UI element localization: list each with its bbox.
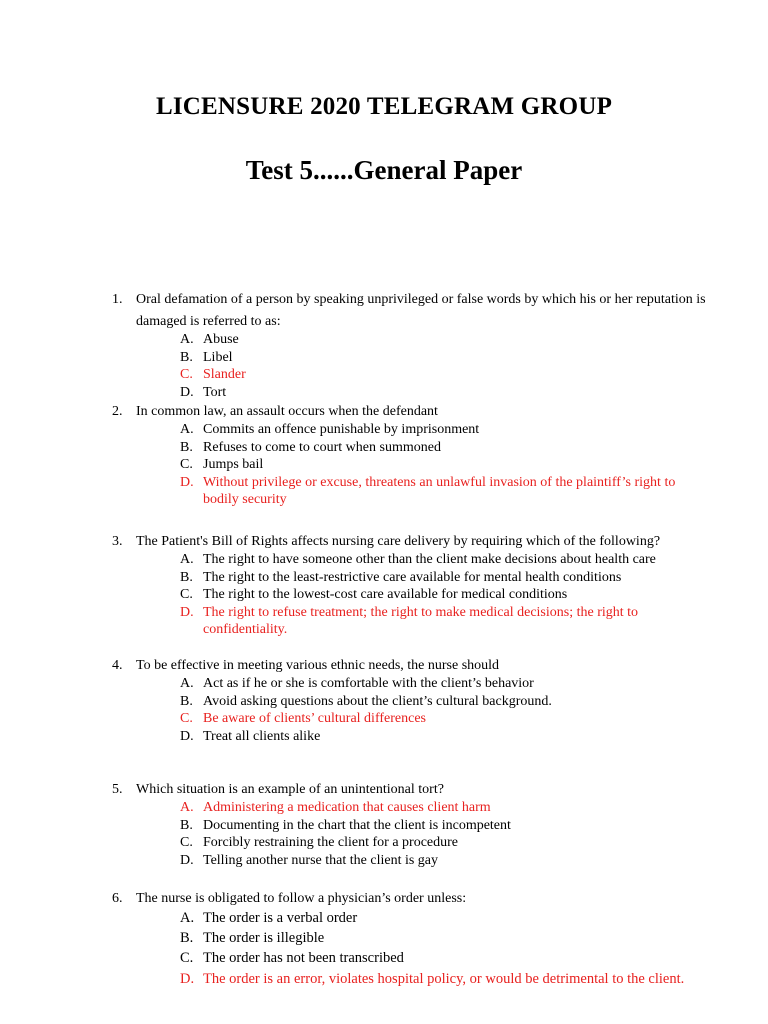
option-letter: C. bbox=[180, 457, 193, 473]
option-d-correct-answer bbox=[180, 969, 716, 989]
option-letter: B. bbox=[180, 693, 193, 709]
question-text: The nurse is obligated to follow a physician’s order unless: bbox=[136, 891, 467, 906]
option-text: Libel bbox=[203, 349, 233, 365]
option-text: The right to refuse treatment; the right to make medical decisions; the right to confidentiality. bbox=[203, 604, 639, 638]
option-text: Without privilege or excuse, threatens an unlawful invasion of the plaintiff’s right to bodily security bbox=[203, 474, 676, 508]
question-text: The Patient's Bill of Rights affects nursing care delivery by requiring which of the following? bbox=[136, 534, 661, 549]
option-a bbox=[180, 551, 716, 569]
option-a bbox=[180, 421, 716, 439]
option-letter: C. bbox=[180, 367, 193, 383]
question-number: 2. bbox=[112, 404, 123, 419]
option-a bbox=[180, 908, 716, 928]
option-letter: D. bbox=[180, 384, 194, 400]
option-letter: D. bbox=[180, 728, 194, 744]
option-b bbox=[180, 928, 716, 948]
option-letter: C. bbox=[180, 950, 194, 967]
option-b bbox=[180, 349, 716, 367]
option-letter: A. bbox=[180, 422, 194, 437]
option-letter: D. bbox=[180, 474, 194, 490]
option-b bbox=[180, 439, 716, 457]
option-text: Documenting in the chart that the client is incompetent bbox=[203, 817, 511, 833]
question-text: To be effective in meeting various ethnic needs, the nurse should bbox=[136, 658, 500, 673]
option-letter: B. bbox=[180, 930, 194, 947]
option-letter: B. bbox=[180, 817, 193, 833]
question-number: 4. bbox=[112, 658, 123, 673]
option-text: Commits an offence punishable by imprisonment bbox=[203, 422, 480, 437]
option-text: Act as if he or she is comfortable with the client’s behavior bbox=[203, 676, 534, 691]
question-4 bbox=[112, 655, 716, 745]
option-text: Jumps bail bbox=[203, 457, 264, 473]
option-letter: B. bbox=[180, 569, 193, 585]
question-1 bbox=[112, 289, 716, 401]
option-list bbox=[180, 331, 716, 401]
option-list bbox=[180, 675, 716, 745]
option-text: The right to have someone other than the client make decisions about health care bbox=[203, 552, 656, 567]
question-2 bbox=[112, 401, 716, 509]
option-a bbox=[180, 331, 716, 349]
option-letter: A. bbox=[180, 676, 194, 691]
option-c bbox=[180, 834, 716, 852]
option-text: Tort bbox=[203, 384, 227, 400]
option-text: The order is a verbal order bbox=[203, 910, 358, 926]
option-letter: D. bbox=[180, 852, 194, 868]
option-b bbox=[180, 693, 716, 711]
question-number: 6. bbox=[112, 891, 123, 906]
option-text: Avoid asking questions about the client’s cultural background. bbox=[203, 693, 552, 709]
option-a bbox=[180, 675, 716, 693]
question-6 bbox=[112, 888, 716, 989]
option-letter: A. bbox=[180, 552, 194, 567]
option-letter: D. bbox=[180, 970, 195, 987]
option-c bbox=[180, 456, 716, 474]
option-text: Refuses to come to court when summoned bbox=[203, 439, 441, 455]
option-text: The right to the least-restrictive care available for mental health conditions bbox=[203, 569, 622, 585]
option-text: Administering a medication that causes client harm bbox=[203, 800, 491, 815]
option-letter: B. bbox=[180, 439, 193, 455]
option-c-correct-answer bbox=[180, 710, 716, 728]
option-letter: A. bbox=[180, 800, 194, 815]
option-letter: A. bbox=[180, 332, 194, 347]
option-text: Be aware of clients’ cultural differences bbox=[203, 711, 426, 727]
question-5 bbox=[112, 779, 716, 869]
option-c bbox=[180, 586, 716, 604]
option-letter: C. bbox=[180, 587, 193, 603]
option-c bbox=[180, 948, 716, 968]
document-title: LICENSURE 2020 TELEGRAM GROUP bbox=[155, 93, 613, 120]
option-text: The right to the lowest-cost care available for medical conditions bbox=[203, 587, 568, 603]
option-c-correct-answer bbox=[180, 366, 716, 384]
question-number: 1. bbox=[112, 292, 123, 307]
option-letter: C. bbox=[180, 835, 193, 851]
option-d bbox=[180, 384, 716, 402]
option-d-correct-answer bbox=[180, 474, 716, 509]
option-text: Treat all clients alike bbox=[203, 728, 321, 744]
option-letter: B. bbox=[180, 349, 193, 365]
option-text: Forcibly restraining the client for a procedure bbox=[203, 835, 459, 851]
option-letter: A. bbox=[180, 910, 195, 926]
document-subtitle: Test 5......General Paper bbox=[245, 155, 523, 185]
option-b bbox=[180, 817, 716, 835]
question-number: 5. bbox=[112, 782, 123, 797]
option-d-correct-answer bbox=[180, 604, 716, 639]
option-list bbox=[180, 799, 716, 869]
option-d bbox=[180, 852, 716, 870]
option-text: The order is illegible bbox=[203, 930, 325, 947]
option-text: Slander bbox=[203, 367, 246, 383]
option-b bbox=[180, 569, 716, 587]
question-text: Oral defamation of a person by speaking unprivileged or false words by which his or her reputation is damaged is referred to as: bbox=[136, 292, 706, 329]
option-a-correct-answer bbox=[180, 799, 716, 817]
option-text: Telling another nurse that the client is gay bbox=[203, 852, 439, 868]
option-list bbox=[180, 551, 716, 639]
option-list bbox=[180, 421, 716, 509]
option-text: The order is an error, violates hospital policy, or would be detrimental to the client. bbox=[203, 970, 685, 987]
question-number: 3. bbox=[112, 534, 123, 549]
option-list bbox=[180, 908, 716, 989]
question-text: In common law, an assault occurs when the defendant bbox=[136, 404, 438, 419]
option-text: The order has not been transcribed bbox=[203, 950, 404, 967]
question-3 bbox=[112, 531, 716, 639]
option-letter: C. bbox=[180, 711, 193, 727]
option-letter: D. bbox=[180, 604, 194, 620]
option-text: Abuse bbox=[203, 332, 239, 347]
question-text: Which situation is an example of an unintentional tort? bbox=[136, 782, 444, 797]
option-d bbox=[180, 728, 716, 746]
